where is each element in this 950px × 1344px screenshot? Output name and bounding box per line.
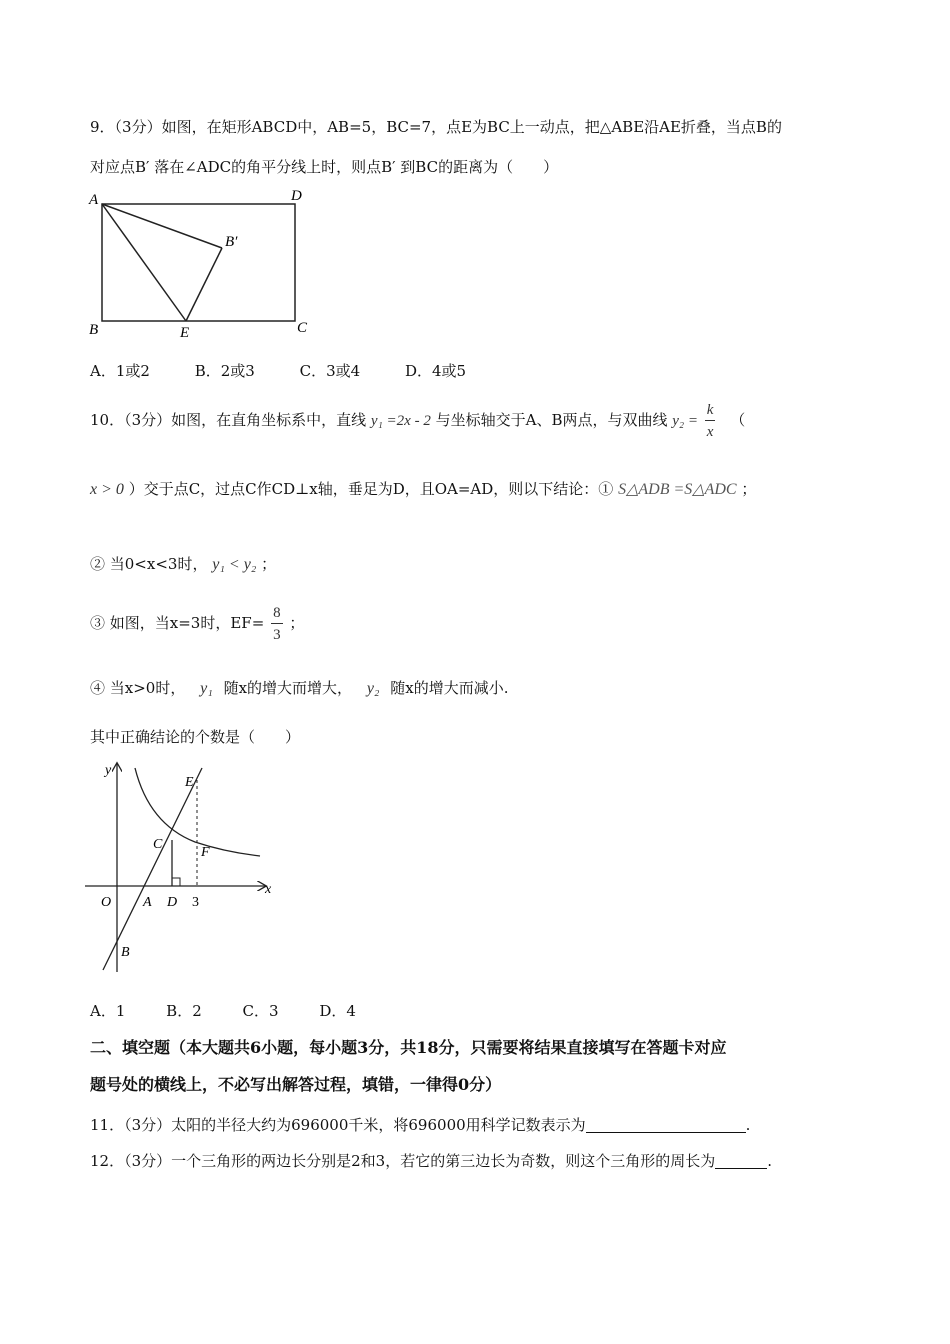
section2-heading-line2: 题号处的横线上，不必写出解答过程，填错，一律得0分） xyxy=(90,1075,502,1094)
label-three: 3 xyxy=(192,895,199,910)
q10-text-b: 与坐标轴交于A、B两点，与双曲线 xyxy=(435,411,668,429)
q10-item3-num: 8 xyxy=(271,603,283,624)
q11-line xyxy=(90,1114,750,1136)
q10-item4-b: 随x的增大而增大， xyxy=(223,679,353,697)
label-d: D xyxy=(291,188,302,204)
q11-end: . xyxy=(745,1116,751,1134)
q10-line-eq: y₁ =2x - 2 xyxy=(370,413,431,429)
q12-answer-blank[interactable] xyxy=(715,1152,767,1169)
q10-item3 xyxy=(90,602,304,646)
q10-item3-end: ； xyxy=(289,614,305,632)
q10-item4-a: ④ 当x>0时， xyxy=(90,679,186,697)
q10-item3-text: ③ 如图，当x=3时，EF= xyxy=(90,614,265,632)
q10-figure xyxy=(85,758,285,980)
q9-line1: 9．（3分）如图，在矩形ABCD中，AB=5，BC=7，点E为BC上一动点，把△ABE沿AE折叠，当点B的 xyxy=(90,118,782,136)
q9-choice-d[interactable]: D．4或5 xyxy=(404,362,467,380)
q10-choice-d[interactable]: D．4 xyxy=(319,1002,356,1020)
label-b: B xyxy=(89,322,99,338)
q11-answer-blank[interactable] xyxy=(586,1116,746,1133)
label-o: O xyxy=(101,895,112,910)
q10-question: 其中正确结论的个数是（ ） xyxy=(90,728,301,746)
q9-choice-a[interactable]: A．1或2 xyxy=(90,362,150,380)
q10-item4-y1: y₁ xyxy=(200,680,213,697)
segment-ae xyxy=(102,204,186,321)
segment-abp xyxy=(102,204,222,248)
label-y: y xyxy=(105,763,112,778)
segment-bpe xyxy=(186,248,222,321)
q10-text-a: 10．（3分）如图，在直角坐标系中，直线 xyxy=(90,411,367,429)
label-e: E xyxy=(180,325,190,341)
q10-item2 xyxy=(90,540,276,576)
q10-curve-lhs: y₂ = xyxy=(672,413,698,429)
q10-item3-fraction xyxy=(271,603,283,646)
q10-item4-y2: y₂ xyxy=(366,680,380,697)
q10-item4-c: 随x的增大而减小. xyxy=(390,679,509,697)
q9-line2: 对应点B′ 落在∠ADC的角平分线上时，则点B′ 到BC的距离为（ ） xyxy=(90,158,559,176)
q10-frac-num: k xyxy=(705,400,716,421)
label-e: E xyxy=(185,775,194,790)
q10-line2 xyxy=(90,478,756,501)
q10-item3-den: 3 xyxy=(273,626,281,643)
q10-choice-c[interactable]: C．3 xyxy=(242,1002,279,1020)
q9-figure xyxy=(85,186,315,342)
label-bprime: B′ xyxy=(225,234,238,250)
q10-fraction-k-x xyxy=(705,400,716,443)
q10-item4 xyxy=(90,664,509,700)
q12-end: . xyxy=(767,1152,773,1170)
q10-condition: x > 0 xyxy=(90,481,124,498)
q10-item2-end: ； xyxy=(261,555,277,573)
label-c: C xyxy=(153,837,163,852)
label-d: D xyxy=(167,895,178,910)
label-a: A xyxy=(143,895,152,910)
q10-choices xyxy=(90,1000,396,1022)
right-angle-mark xyxy=(172,878,180,886)
section2-heading-line1: 二、填空题（本大题共6小题，每小题3分，共18分，只需要将结果直接填写在答题卡对应 xyxy=(90,1038,727,1057)
label-f: F xyxy=(201,845,210,860)
q12-text: 12．（3分）一个三角形的两边长分别是2和3，若它的第三边长为奇数，则这个三角形的周长为 xyxy=(90,1152,716,1170)
label-c: C xyxy=(297,320,308,336)
q10-area-formula: S△ADB =S△ADC xyxy=(618,481,737,498)
q10-frac-den: x xyxy=(706,423,714,440)
q9-choices xyxy=(90,360,506,382)
q10-line2-text: ）交于点C，过点C作CD⊥x轴，垂足为D，且OA=AD，则以下结论：① xyxy=(128,480,614,498)
q10-line1 xyxy=(90,398,745,443)
q9-choice-b[interactable]: B．2或3 xyxy=(194,362,255,380)
q10-choice-a[interactable]: A．1 xyxy=(90,1002,126,1020)
rectangle-abcd xyxy=(102,204,295,321)
label-b: B xyxy=(121,945,130,960)
q9-choice-c[interactable]: C．3或4 xyxy=(299,362,361,380)
q10-line2-end: ； xyxy=(741,480,757,498)
q10-text-c: （ xyxy=(730,411,746,429)
q10-item2-formula: y₁ < y₂ xyxy=(212,556,257,573)
label-a: A xyxy=(89,192,99,208)
q10-choice-b[interactable]: B．2 xyxy=(166,1002,202,1020)
q12-line xyxy=(90,1150,772,1172)
q11-text: 11．（3分）太阳的半径大约为696000千米，将696000用科学记数表示为 xyxy=(90,1116,586,1134)
line-y1 xyxy=(103,768,202,970)
q10-item2-text: ② 当0<x<3时， xyxy=(90,555,208,573)
label-x: x xyxy=(265,882,272,897)
